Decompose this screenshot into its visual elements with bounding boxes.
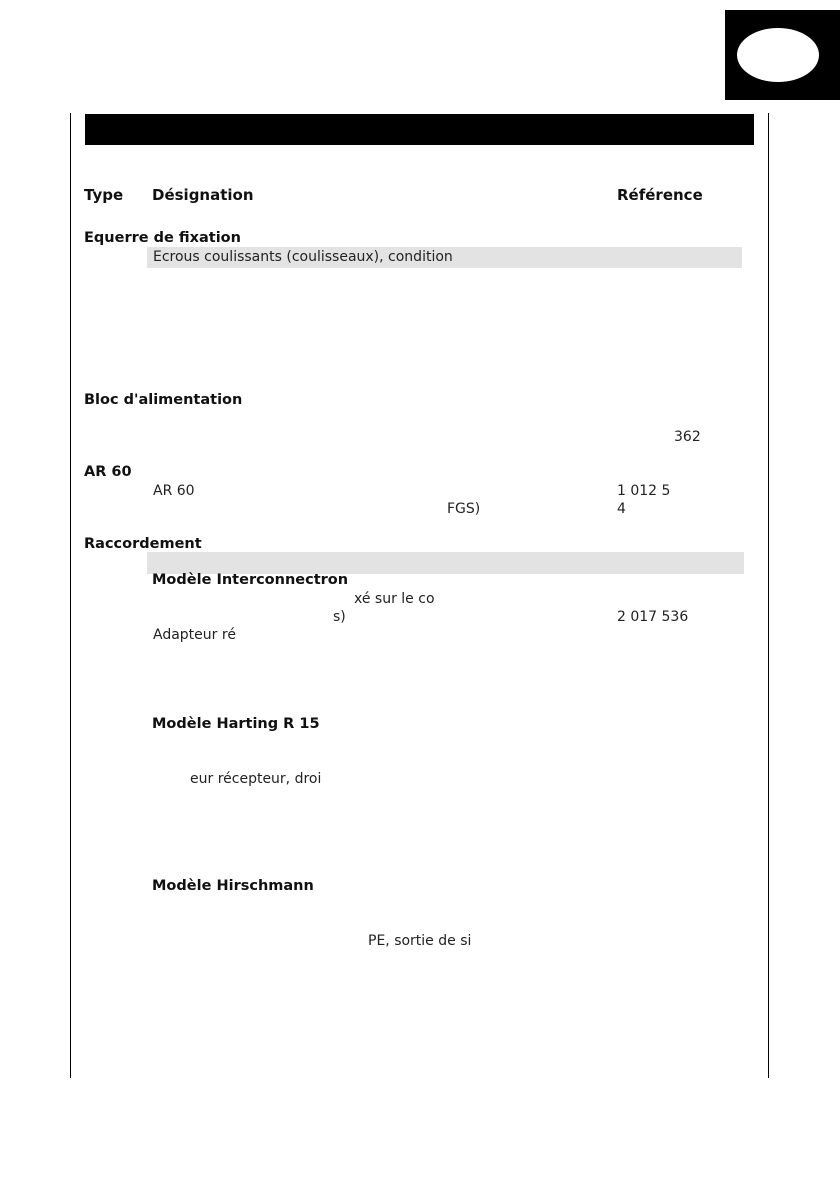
highlight-band-raccordement: [147, 552, 744, 574]
interconnectron-fragment-1: xé sur le co: [354, 591, 435, 607]
interconnectron-fragment-2: s): [333, 609, 346, 625]
hirschmann-fragment: PE, sortie de si: [368, 933, 472, 949]
section-title-bloc: Bloc d'alimentation: [84, 392, 243, 408]
section-title-ar60: AR 60: [84, 464, 132, 480]
ar60-reference-2: 4: [617, 501, 626, 517]
left-margin-rule: [70, 113, 71, 1078]
equerre-row-1: Ecrous coulissants (coulisseaux), condition: [153, 249, 453, 265]
header-bar: [85, 114, 754, 145]
column-header-designation: Désignation: [152, 186, 254, 204]
interconnectron-reference: 2 017 536: [617, 609, 689, 625]
corner-tab-oval: [737, 28, 819, 82]
ar60-reference-1: 1 012 5: [617, 483, 671, 499]
section-title-raccordement: Raccordement: [84, 536, 202, 552]
interconnectron-adapter: Adapteur ré: [153, 627, 236, 643]
right-margin-rule: [768, 113, 769, 1078]
ar60-fragment: FGS): [447, 501, 481, 517]
section-title-equerre: Equerre de fixation: [84, 230, 241, 246]
ar60-item: AR 60: [153, 483, 195, 499]
subsection-title-interconnectron: Modèle Interconnectron: [152, 572, 349, 588]
column-header-reference: Référence: [617, 186, 703, 204]
subsection-title-harting: Modèle Harting R 15: [152, 716, 320, 732]
bloc-reference: 362: [674, 429, 701, 445]
column-header-type: Type: [84, 186, 124, 204]
subsection-title-hirschmann: Modèle Hirschmann: [152, 878, 314, 894]
harting-fragment: eur récepteur, droi: [190, 771, 322, 787]
